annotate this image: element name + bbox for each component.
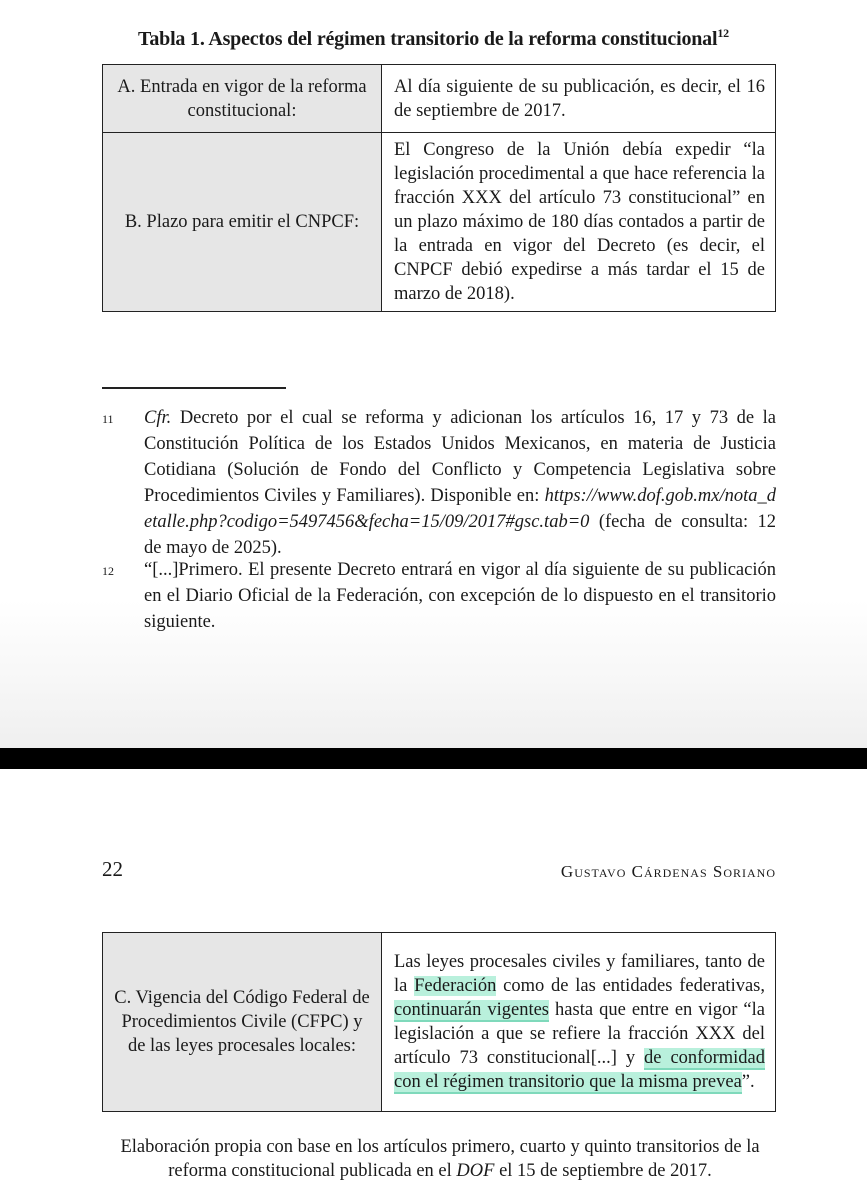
table-row (103, 933, 776, 1112)
transitory-table (102, 64, 776, 312)
row-c-text: Las leyes procesales civiles y familiares, tanto de la (394, 952, 765, 996)
caption-text: el 15 de septiembre de 2017. (494, 1161, 712, 1181)
row-c-text: como de las entidades federativas, (496, 976, 765, 996)
running-head-author: Gustavo Cárdenas Soriano (560, 862, 776, 881)
caption-text: Elaboración propia con base en los artículos primero, cuarto y quinto transitorios de la reforma constitucional publicada en el (120, 1137, 760, 1181)
table-source-caption (90, 1135, 790, 1183)
footnote-text: “[...]Primero. El presente Decreto entrará en vigor al día siguiente de su publicación en el Diario Oficial de la Federación, con excepción de lo dispuesto en el transitorio siguiente. (144, 560, 776, 632)
row-c-text: ”. (741, 1072, 755, 1092)
table-title (0, 26, 867, 51)
footnote-11 (102, 405, 776, 561)
highlight-continuaran-vigentes: continuarán vigentes (394, 1000, 550, 1020)
row-b-label: B. Plazo para emitir el CNPCF: (103, 133, 382, 312)
row-b-value: El Congreso de la Unión debía expedir “la legislación procedimental a que hace referencia la fracción XXX del artículo 73 constitucional” en un plazo máximo de 180 días contados a partir de la entrada en vigor del Decreto (es decir, el CNPCF debió expedirse a más tardar el 15 de marzo de 2018). (382, 133, 776, 312)
footnote-url-link[interactable]: https://www.dof.gob.mx/nota_detalle.php?codigo=5497456&fecha=15/09/2017#gsc.tab=0 (144, 486, 776, 532)
row-c-text: hasta que entre en vigor “la legislación a que se refiere la fracción XXX del artículo 73 constitucional[...] y (394, 1000, 765, 1068)
row-a-value: Al día siguiente de su publicación, es decir, el 16 de septiembre de 2017. (382, 65, 776, 133)
table-row (103, 133, 776, 312)
caption-dof: DOF (456, 1161, 495, 1181)
footnote-11-body: Decreto por el cual se reforma y adicionan los artículos 16, 17 y 73 de la Constitución Política de los Estados Unidos Mexicanos, en materia de Justicia Cotidiana (Solución de Fondo del Conflicto y Competencia Legislativa sobre Procedimientos Civiles y Familiares). Disponible en: (144, 408, 776, 506)
highlight-federacion: Federación (414, 976, 497, 996)
cfr-abbrev: Cfr. (144, 408, 172, 428)
footnote-rule (102, 387, 286, 389)
table-title-text: Tabla 1. Aspectos del régimen transitorio de la reforma constitucional (138, 28, 718, 50)
table-row (103, 65, 776, 133)
page-break-band (0, 748, 867, 769)
row-c-label: C. Vigencia del Código Federal de Procedimientos Civile (CFPC) y de las leyes procesales locales: (103, 933, 382, 1112)
footnote-number: 11 (102, 412, 114, 426)
highlight-regimen-transitorio: de conformidad con el régimen transitorio que la misma prevea (394, 1048, 765, 1092)
footnote-11-date: (fecha de consulta: 12 de mayo de 2025). (144, 512, 776, 558)
footnote-text (144, 405, 776, 561)
page-number: 22 (102, 857, 123, 881)
row-a-label: A. Entrada en vigor de la reforma constitucional: (103, 65, 382, 133)
footnote-12 (102, 557, 776, 635)
footnote-number: 12 (102, 564, 114, 578)
row-c-value (382, 933, 776, 1112)
table-title-footnote-ref[interactable]: 12 (717, 26, 729, 40)
transitory-table-continued (102, 932, 776, 1112)
